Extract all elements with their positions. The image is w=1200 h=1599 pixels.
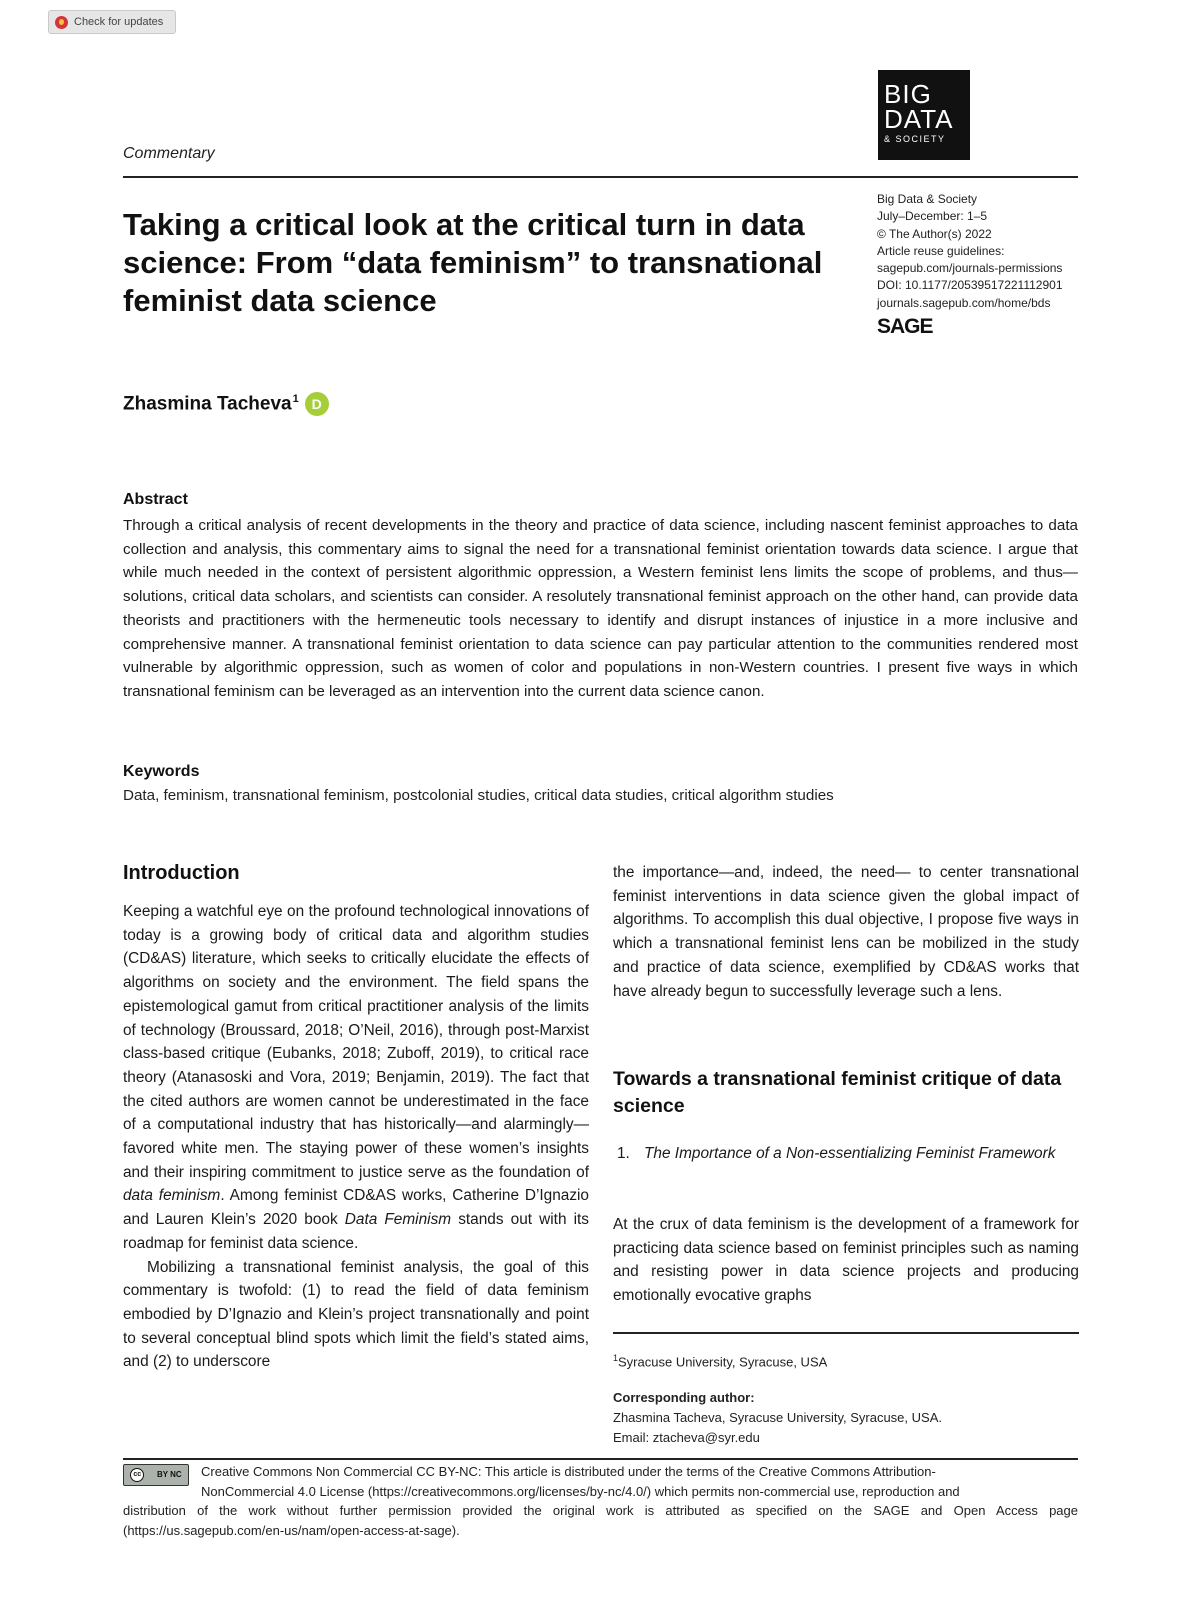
license-notice	[123, 1462, 1078, 1540]
journal-logo	[878, 70, 970, 160]
right-column-continuation	[613, 861, 1079, 1003]
right-column-body	[613, 1213, 1079, 1308]
abstract-text: Through a critical analysis of recent developments in the theory and practice of data science, including nascent feminist approaches to data collection and analysis, this commentary aims to signal the need for a transnational feminist orientation towards data science. I argue that while much needed in the context of persistent algorithmic oppression, a Western feminist lens limits the scope of problems, and thus—solutions, critical data scholars, and scientists can consider. A resolutely transnational feminist approach on the other hand, can provide data theorists and practitioners with the hermeneutic tools necessary to identify and disrupt instances of injustice in a more inclusive and comprehensive manner. A transnational feminist orientation to data science can pay particular attention to the communities rendered most vulnerable by algorithmic oppression, such as women of color and populations in non-Western countries. I present five ways in which transnational feminism can be leveraged as an intervention into the current data science canon.	[123, 517, 1078, 700]
corresponding-author-heading: Corresponding author:	[613, 1390, 755, 1406]
crux-paragraph: At the crux of data feminism is the development of a framework for practicing data science based on feminist principles such as naming and resisting power in data science projects and producing emotionally evocative graphs	[613, 1216, 1079, 1305]
affiliation-superscript: 1	[292, 392, 299, 405]
author-line	[123, 392, 329, 416]
corresponding-email-link[interactable]: Email: ztacheva@syr.edu	[613, 1430, 760, 1446]
copyright: © The Author(s) 2022	[877, 226, 992, 241]
license-rest: distribution of the work without further permission provided the original work is attributed as specified on the SAGE and Open Access page (https://us.sagepub.com/en-us/nam/open-access-at-sage).	[123, 1503, 1078, 1538]
list-number: 1.	[617, 1145, 630, 1162]
check-for-updates-button[interactable]	[48, 10, 176, 34]
license-line-2: NonCommercial 4.0 License (https://creativecommons.org/licenses/by-nc/4.0/) which permits non-commercial use, reproduction and	[201, 1483, 960, 1499]
author-name-text: Zhasmina Tacheva	[123, 393, 292, 415]
crossmark-icon	[55, 16, 68, 29]
header-rule	[123, 176, 1078, 178]
logo-line-2: DATA	[884, 104, 954, 134]
reuse-link[interactable]: sagepub.com/journals-permissions	[877, 261, 1063, 276]
orcid-icon[interactable]: D	[305, 392, 329, 416]
journal-name: Big Data & Society	[877, 192, 978, 206]
intro-paragraph-2: Mobilizing a transnational feminist analysis, the goal of this commentary is twofold: (1) to read the field of data feminism embodied by D’Ignazio and Klein’s project transnationally and point to several conceptual blind spots which limit the field’s stated aims, and (2) to underscore	[123, 1258, 589, 1371]
corresponding-author-line: Zhasmina Tacheva, Syracuse University, Syracuse, USA.	[613, 1410, 942, 1426]
affiliation-note-text: Syracuse University, Syracuse, USA	[618, 1354, 828, 1370]
section-heading: Towards a transnational feminist critique of data science	[613, 1068, 1062, 1117]
check-for-updates-label: Check for updates	[74, 16, 164, 28]
affiliation-note	[613, 1348, 1079, 1372]
numbered-subheading	[613, 1142, 1079, 1166]
intro-p1-part-b: . Among feminist CD&AS works, Catherine D’Ignazio and Lauren Klein’s 2020 book	[123, 1187, 589, 1229]
logo-line-3: & SOCIETY	[884, 134, 946, 144]
journal-homepage-link[interactable]: journals.sagepub.com/home/bds	[877, 295, 1051, 310]
keywords-heading: Keywords	[123, 763, 200, 780]
intro-paragraph-1	[123, 900, 589, 1256]
footnote-rule	[613, 1332, 1079, 1334]
cc-badge-text: BY NC	[156, 1470, 182, 1480]
intro-p1-emphasis-1: data feminism	[123, 1187, 221, 1205]
continuation-paragraph: the importance—and, indeed, the need— to center transnational feminist interventions in data science given the global impact of algorithms. To accomplish this dual objective, I propose five ways in which a transnational feminist lens can be mobilized in the study and practice of data science, exemplified by CD&AS works that have already begun to successfully leverage such a lens.	[613, 864, 1079, 1000]
reuse-label: Article reuse guidelines:	[877, 243, 1005, 258]
intro-p1-emphasis-2: Data Feminism	[344, 1211, 452, 1229]
license-rule	[123, 1458, 1078, 1460]
logo-line-1: BIG	[884, 79, 932, 109]
doi-link[interactable]: DOI: 10.1177/20539517221112901	[877, 278, 1063, 293]
affiliation-note-mark: 1	[613, 1353, 619, 1363]
author-name	[123, 393, 299, 415]
journal-info	[877, 191, 1063, 339]
left-column	[123, 900, 589, 1374]
article-type: Commentary	[123, 145, 215, 162]
license-line-1: Creative Commons Non Commercial CC BY-NC: This article is distributed under the terms of the Creative Commons Attribution-	[201, 1464, 936, 1479]
introduction-heading: Introduction	[123, 862, 240, 884]
journal-issue: July–December: 1–5	[877, 209, 988, 224]
sage-logo: SAGE	[877, 315, 933, 339]
list-text: The Importance of a Non-essentializing Feminist Framework	[644, 1145, 1056, 1162]
footnotes	[613, 1348, 1079, 1448]
article-title: Taking a critical look at the critical turn in data science: From “data feminism” to transnational feminist data science	[123, 207, 823, 318]
abstract-heading: Abstract	[123, 491, 188, 508]
creative-commons-badge[interactable]	[123, 1464, 189, 1486]
keywords-text: Data, feminism, transnational feminism, postcolonial studies, critical data studies, critical algorithm studies	[123, 787, 834, 804]
intro-p1-part-c: stands out with its roadmap for feminist data science.	[123, 1211, 589, 1252]
intro-p1-part-a: Keeping a watchful eye on the profound technological innovations of today is a growing body of critical data and algorithm studies (CD&AS) literature, which seeks to critically elucidate the effects of algorithms on society and the environment. The field spans the epistemological gamut from critical practitioner analysis of the limits of technology (Broussard, 2018; O’Neil, 2016), through post-Marxist class-based critique (Eubanks, 2018; Zuboff, 2019), to critical race theory (Atanasoski and Vora, 2019; Benjamin, 2019). The fact that the cited authors are women cannot be underestimated in the face of a computational industry that has historically—and alarmingly—favored white men. The staying power of these women’s insights and their inspiring commitment to justice serve as the foundation of	[123, 903, 589, 1181]
cc-icon: cc	[130, 1468, 144, 1482]
